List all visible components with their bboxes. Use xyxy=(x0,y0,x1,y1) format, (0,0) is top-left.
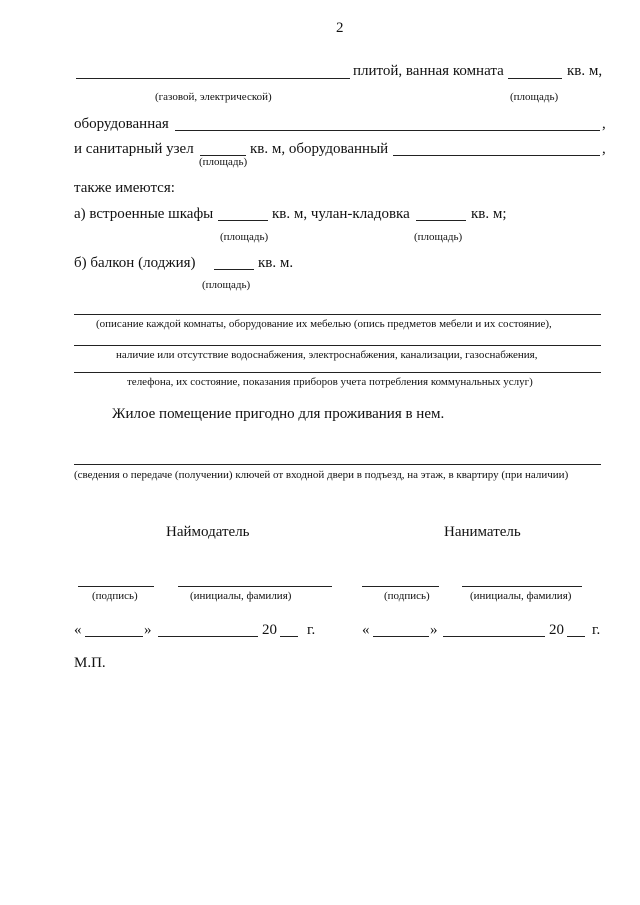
area-hint: (площадь) xyxy=(202,279,251,291)
sqm-label: кв. м. xyxy=(258,255,294,271)
toilet-equipment-line[interactable] xyxy=(393,155,600,156)
tenant-day-line[interactable] xyxy=(373,636,429,637)
tenant-name-hint: (инициалы, фамилия) xyxy=(470,590,572,602)
landlord-title: Наймодатель xyxy=(166,524,250,540)
landlord-signature-line[interactable] xyxy=(78,586,154,587)
bathroom-equipment-line[interactable] xyxy=(175,130,600,131)
tenant-year-suffix: г. xyxy=(592,622,601,638)
tenant-signature-line[interactable] xyxy=(362,586,439,587)
area-hint: (площадь) xyxy=(220,231,269,243)
tenant-month-line[interactable] xyxy=(443,636,545,637)
description-hint-2: наличие или отсутствие водоснабжения, электроснабжения, канализации, газоснабжения, xyxy=(116,349,538,361)
description-hint-1: (описание каждой комнаты, оборудование их мебелью (опись предметов мебели и их состояние), xyxy=(96,318,552,330)
keys-line[interactable] xyxy=(74,464,601,465)
landlord-year-line[interactable] xyxy=(280,636,298,637)
description-line-2[interactable] xyxy=(74,345,601,346)
sqm-label: кв. м, xyxy=(567,63,603,79)
sqm-label: кв. м; xyxy=(471,206,507,222)
tenant-year-prefix: 20 xyxy=(549,622,564,638)
toilet-sqm-equipped-label: кв. м, оборудованный xyxy=(250,141,389,157)
landlord-day-line[interactable] xyxy=(85,636,143,637)
stove-bath-label: плитой, ванная комната xyxy=(353,63,504,79)
landlord-name-hint: (инициалы, фамилия) xyxy=(190,590,292,602)
comma: , xyxy=(602,116,606,132)
landlord-signature-hint: (подпись) xyxy=(92,590,138,602)
tenant-name-line[interactable] xyxy=(462,586,582,587)
toilet-label: и санитарный узел xyxy=(74,141,194,157)
description-hint-3: телефона, их состояние, показания приборов учета потребления коммунальных услуг) xyxy=(127,376,533,388)
tenant-year-line[interactable] xyxy=(567,636,585,637)
tenant-title: Наниматель xyxy=(444,524,521,540)
tenant-signature-hint: (подпись) xyxy=(384,590,430,602)
closets-area-line[interactable] xyxy=(218,220,268,221)
balcony-area-line[interactable] xyxy=(214,269,254,270)
equipped-label: оборудованная xyxy=(74,116,169,132)
comma: , xyxy=(602,141,606,157)
description-line-3[interactable] xyxy=(74,372,601,373)
area-hint: (площадь) xyxy=(414,231,463,243)
landlord-date-open-quote: « xyxy=(74,622,82,638)
landlord-year-prefix: 20 xyxy=(262,622,277,638)
stove-type-line[interactable] xyxy=(76,78,350,79)
bathroom-area-line[interactable] xyxy=(508,78,562,79)
landlord-name-line[interactable] xyxy=(178,586,332,587)
landlord-month-line[interactable] xyxy=(158,636,258,637)
pantry-area-line[interactable] xyxy=(416,220,466,221)
closets-label: а) встроенные шкафы xyxy=(74,206,214,222)
landlord-date-close-quote: » xyxy=(144,622,152,638)
tenant-date-open-quote: « xyxy=(362,622,370,638)
tenant-date-close-quote: » xyxy=(430,622,438,638)
stove-type-hint: (газовой, электрической) xyxy=(155,91,272,103)
seal-placeholder: М.П. xyxy=(74,655,106,671)
pantry-label: кв. м, чулан-кладовка xyxy=(272,206,410,222)
keys-hint: (сведения о передаче (получении) ключей от входной двери в подъезд, на этаж, в квартиру (при наличии) xyxy=(74,469,569,481)
balcony-label: б) балкон (лоджия) xyxy=(74,255,196,271)
also-available-label: также имеются: xyxy=(74,180,175,196)
fit-for-living-statement: Жилое помещение пригодно для проживания в нем. xyxy=(112,406,445,422)
description-line-1[interactable] xyxy=(74,314,601,315)
area-hint: (площадь) xyxy=(510,91,559,103)
area-hint: (площадь) xyxy=(199,156,248,168)
landlord-year-suffix: г. xyxy=(307,622,316,638)
page-number: 2 xyxy=(336,20,344,36)
